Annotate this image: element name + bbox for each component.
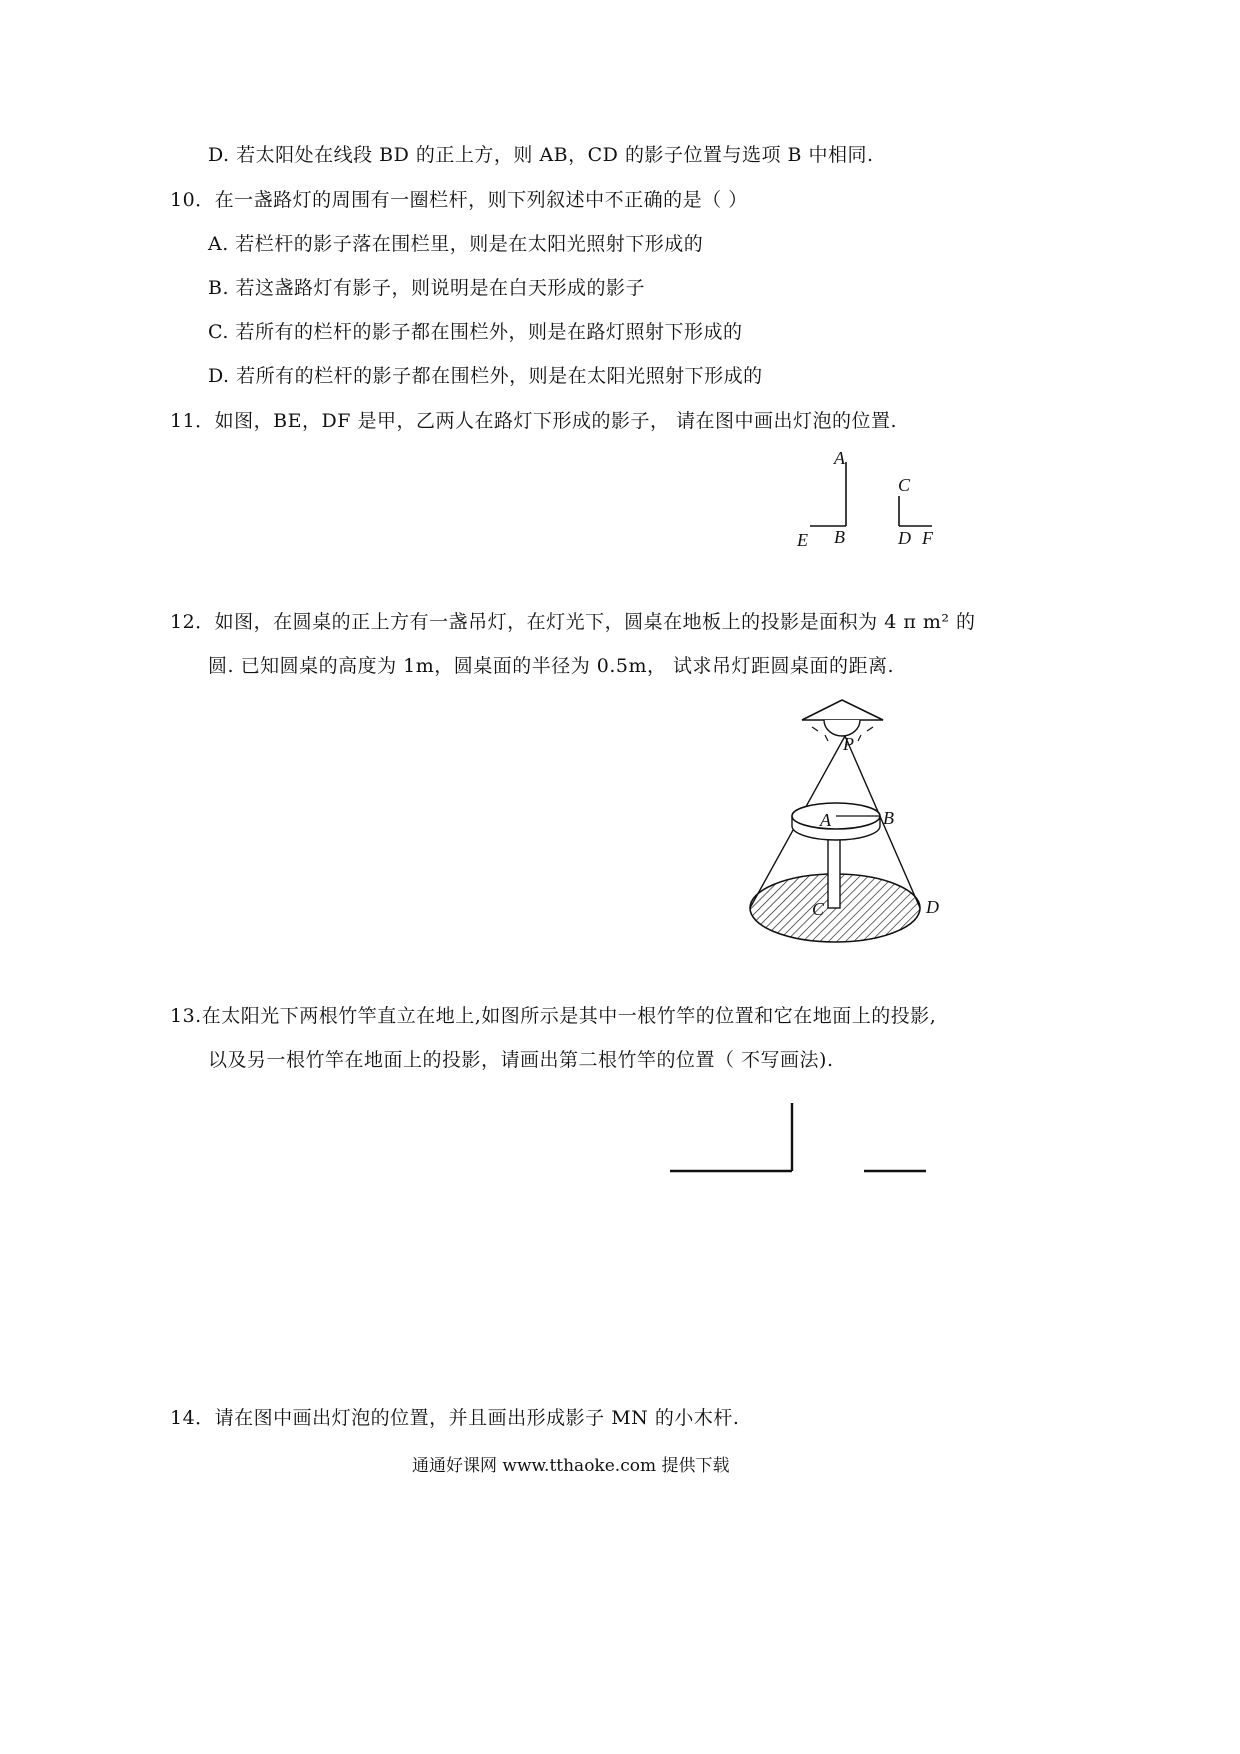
q10-option-d: D. 若所有的栏杆的影子都在围栏外，则是在太阳光照射下形成的 [208,365,763,387]
q13-stem-line2: 以及另一根竹竿在地面上的投影，请画出第二根竹竿的位置（ 不写画法). [208,1049,834,1071]
q13-diagram [660,1095,960,1185]
label-d: D [898,528,911,548]
label-c: C [898,475,911,495]
label-p: P [843,734,854,754]
q14-stem: 14．请在图中画出灯泡的位置，并且画出形成影子 MN 的小木杆. [170,1407,740,1429]
q10-option-c: C. 若所有的栏杆的影子都在围栏外，则是在路灯照射下形成的 [208,321,743,343]
q12-diagram [740,690,980,950]
q10-option-a: A. 若栏杆的影子落在围栏里，则是在太阳光照射下形成的 [208,233,704,255]
q12-stem-line2: 圆. 已知圆桌的高度为 1m，圆桌面的半径为 0.5m， 试求吊灯距圆桌面的距离. [208,655,895,677]
q9-option-d: D. 若太阳处在线段 BD 的正上方，则 AB，CD 的影子位置与选项 B 中相同. [208,144,874,166]
q13-stem-line1: 13.在太阳光下两根竹竿直立在地上,如图所示是其中一根竹竿的位置和它在地面上的投影, [170,1005,937,1027]
label-e: E [797,530,808,550]
label-a: A [820,810,831,830]
lamp-bulb [824,720,860,736]
lamp-shade [802,700,883,720]
page-footer: 通通好课网 www.tthaoke.com 提供下载 [412,1456,730,1476]
q10-stem: 10．在一盏路灯的周围有一圈栏杆，则下列叙述中不正确的是（ ） [170,189,748,211]
label-c: C [812,899,825,919]
q10-option-b: B. 若这盏路灯有影子，则说明是在白天形成的影子 [208,277,646,299]
label-f: F [922,528,933,548]
q12-stem-line1: 12．如图，在圆桌的正上方有一盏吊灯，在灯光下，圆桌在地板上的投影是面积为 4 π m² 的 [170,611,976,633]
label-b: B [883,808,894,828]
label-b: B [834,527,845,547]
label-a: A [834,448,845,468]
table-leg [828,838,840,908]
label-d: D [926,897,939,917]
q11-stem: 11．如图，BE，DF 是甲，乙两人在路灯下形成的影子， 请在图中画出灯泡的位置. [170,410,898,432]
q11-diagram [800,450,960,550]
